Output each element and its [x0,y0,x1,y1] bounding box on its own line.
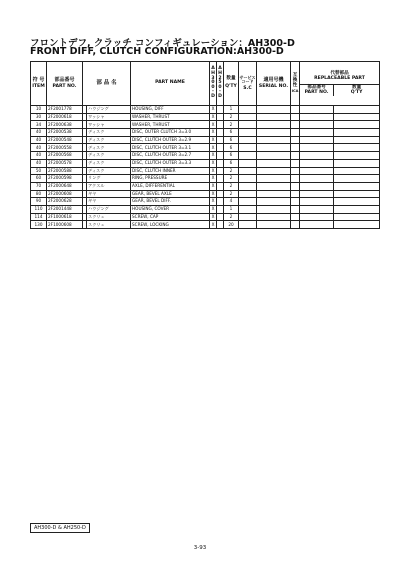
header-serial-jp: 適用号機 [263,76,284,83]
row-replace-qty [334,221,380,229]
row-model-a-flag: X [210,167,217,175]
row-interchange [291,144,300,152]
header-replace-partno-jp: 部品番号 [307,85,326,90]
header-interchange [291,62,300,106]
model-b-char: 2 [218,75,222,81]
row-quantity: 6 [224,159,239,167]
model-a-char: A [211,66,215,72]
row-model-b-flag [217,221,224,229]
row-part-number: 2F2001448 [47,205,83,213]
row-model-b-flag [217,144,224,152]
row-item-number: 40 [31,152,47,160]
row-service-code [239,106,257,114]
header-model-a [210,62,217,106]
header-serial [257,62,291,106]
row-interchange [291,113,300,121]
model-a-char: 3 [211,75,215,81]
row-interchange [291,221,300,229]
row-replace-part-no [300,152,334,160]
model-b-char: 0 [218,84,222,90]
row-serial-no [257,129,291,137]
row-name-english: RING, PRESSURE [131,175,210,183]
row-item-number: 110 [31,205,47,213]
table-row [31,198,380,206]
row-name-english: SCREW, CAP [131,213,210,221]
header-part-name [131,62,210,106]
row-item-number: 70 [31,182,47,190]
header-name-jp [83,62,131,106]
row-replace-part-no [300,167,334,175]
row-name-english: GEAR, BEVEL DIFF. [131,198,210,206]
row-interchange [291,205,300,213]
row-model-a-flag: X [210,136,217,144]
row-item-number: 40 [31,129,47,137]
row-quantity: 6 [224,152,239,160]
row-service-code [239,213,257,221]
row-part-number: 2F1000608 [47,221,83,229]
row-interchange [291,159,300,167]
row-replace-qty [334,136,380,144]
row-service-code [239,182,257,190]
row-name-japanese: ギヤ [87,198,131,206]
row-quantity: 1 [224,106,239,114]
row-replace-part-no [300,213,334,221]
row-item-number: 60 [31,175,47,183]
header-item-en: ITEM [32,83,45,89]
table-row [31,129,380,137]
row-model-a-flag: X [210,221,217,229]
row-name-japanese: ディスク [87,152,131,160]
row-quantity: 2 [224,167,239,175]
row-service-code [239,167,257,175]
row-model-a-flag: X [210,144,217,152]
row-replace-part-no [300,205,334,213]
header-sc-jp: サービス コード [239,74,256,84]
header-qty-jp: 数量 [226,76,236,82]
row-replace-qty [334,213,380,221]
row-name-japanese: ワッシャ [87,121,131,129]
row-model-a-flag: X [210,198,217,206]
row-replace-part-no [300,136,334,144]
row-part-number: 2F2000588 [47,167,83,175]
header-replace-qty-en: Q'TY [350,89,363,95]
row-quantity: 2 [224,190,239,198]
row-interchange [291,152,300,160]
row-quantity: 2 [224,182,239,190]
row-replace-part-no [300,144,334,152]
row-item-number: 50 [31,167,47,175]
row-model-b-flag [217,152,224,160]
row-serial-no [257,167,291,175]
row-item-number: 40 [31,144,47,152]
row-replace-qty [334,205,380,213]
row-model-b-flag [217,205,224,213]
row-name-japanese: ハウジング [87,205,131,213]
row-quantity: 2 [224,121,239,129]
row-name-japanese: ディスク [87,136,131,144]
table-row [31,205,380,213]
table-row [31,113,380,121]
header-replace-qty-jp: 数量 [351,85,362,90]
row-item-number: 40 [31,159,47,167]
row-name-english: GEAR, BEVEL AXLE [131,190,210,198]
row-part-number: 2F2000548 [47,136,83,144]
row-name-english: SCREW, LOCKING [131,221,210,229]
model-b-char: H [218,71,222,77]
row-replace-qty [334,159,380,167]
row-interchange [291,182,300,190]
row-item-number: 114 [31,213,47,221]
row-item-number: 130 [31,221,47,229]
row-replace-part-no [300,129,334,137]
model-b-char: - [219,89,221,95]
row-replace-qty [334,167,380,175]
row-replace-part-no [300,198,334,206]
row-replace-qty [334,106,380,114]
header-sc-en: S.C [243,85,252,91]
header-interchange-en: ICA [291,89,299,94]
row-name-english: DISC, CLUTCH OUTER 3=3.3 [131,159,210,167]
model-a-char: D [211,93,215,99]
row-replace-part-no [300,182,334,190]
row-service-code [239,121,257,129]
row-service-code [239,152,257,160]
model-a-char: 0 [211,84,215,90]
row-name-japanese: ギヤ [87,190,131,198]
row-item-number: 90 [31,198,47,206]
row-name-japanese: スクリュ [87,221,131,229]
row-name-japanese: アクスル [87,182,131,190]
row-model-a-flag: X [210,113,217,121]
row-service-code [239,129,257,137]
table-row [31,106,380,114]
header-model-b [217,62,224,106]
row-name-english: DISC, CLUTCH OUTER 3=2.9 [131,136,210,144]
row-serial-no [257,221,291,229]
row-service-code [239,159,257,167]
row-interchange [291,167,300,175]
row-serial-no [257,175,291,183]
header-part-no-en: PART NO. [52,83,77,89]
table-row [31,136,380,144]
row-interchange [291,198,300,206]
row-part-number: 2F2000578 [47,159,83,167]
row-name-japanese: リング [87,175,131,183]
row-name-japanese: ディスク [87,159,131,167]
row-model-b-flag [217,113,224,121]
model-b-char: 5 [218,80,222,86]
row-service-code [239,175,257,183]
row-model-b-flag [217,190,224,198]
page-title-japanese: フロントデフ, クラッチ コンフィギュレーション：AH300-D [30,38,295,49]
row-serial-no [257,121,291,129]
row-item-number: 10 [31,106,47,114]
row-serial-no [257,113,291,121]
header-replace-jp: 代替部品 [330,70,349,76]
row-name-english: DISC, CLUTCH OUTER 3=3.1 [131,144,210,152]
row-model-b-flag [217,182,224,190]
row-name-japanese: ディスク [87,129,131,137]
row-replace-qty [334,182,380,190]
header-replace-partno [300,85,334,96]
footer-model-label: AH300-D & AH250-D [30,523,90,533]
page-title-english: FRONT DIFF, CLUTCH CONFIGURATION:AH300-D [30,46,284,57]
table-row [31,167,380,175]
row-name-english: DISC, CLUTCH OUTER 3=2.7 [131,152,210,160]
row-model-b-flag [217,159,224,167]
row-part-number: 2F2000628 [47,198,83,206]
row-replace-part-no [300,113,334,121]
row-interchange [291,136,300,144]
row-name-english: DISC, CLUTCH INNER [131,167,210,175]
row-interchange [291,129,300,137]
row-part-number: 2F2000598 [47,175,83,183]
table-row [31,213,380,221]
row-model-a-flag: X [210,106,217,114]
header-item-jp: 符 号 [32,76,45,83]
model-b-char: D [218,93,222,99]
row-interchange [291,213,300,221]
header-serial-en: SERIAL NO. [258,83,289,89]
model-a-char: H [211,71,215,77]
row-replace-qty [334,144,380,152]
row-model-a-flag: X [210,213,217,221]
row-quantity: 2 [224,113,239,121]
row-quantity: 20 [224,221,239,229]
row-name-english: WASHER, THRUST [131,113,210,121]
row-service-code [239,144,257,152]
row-replace-part-no [300,159,334,167]
row-serial-no [257,136,291,144]
row-model-a-flag: X [210,182,217,190]
row-part-number: 2F1000618 [47,213,83,221]
row-replace-qty [334,175,380,183]
row-item-number: 34 [31,121,47,129]
row-replace-qty [334,190,380,198]
header-service-code [239,62,257,106]
header-part-no [47,62,83,106]
row-model-a-flag: X [210,205,217,213]
row-name-english: DISC, OUTER CLUTCH 3=3.0 [131,129,210,137]
row-serial-no [257,182,291,190]
row-model-a-flag: X [210,175,217,183]
row-part-number: 2F2000538 [47,129,83,137]
row-serial-no [257,159,291,167]
row-name-japanese: ハウジング [87,106,131,114]
row-replace-qty [334,198,380,206]
row-model-a-flag: X [210,121,217,129]
row-name-english: HOUSING, COVER [131,205,210,213]
row-model-b-flag [217,106,224,114]
row-item-number: 80 [31,190,47,198]
row-replace-part-no [300,221,334,229]
row-service-code [239,113,257,121]
row-model-b-flag [217,136,224,144]
row-name-japanese: ワッシャ [87,113,131,121]
row-part-number: 2F2000648 [47,182,83,190]
header-interchange-jp: 互換性 [292,73,298,89]
row-part-number: 2F2000558 [47,144,83,152]
table-row [31,221,380,229]
model-a-char: 0 [211,80,215,86]
row-replace-part-no [300,175,334,183]
row-part-number: 2F2001778 [47,106,83,114]
table-row [31,182,380,190]
header-replace-en: REPLACEABLE PART [314,76,365,82]
row-replace-qty [334,129,380,137]
row-quantity: 2 [224,175,239,183]
row-name-japanese: ディスク [87,144,131,152]
row-replace-qty [334,152,380,160]
table-row [31,152,380,160]
row-model-a-flag: X [210,129,217,137]
row-interchange [291,106,300,114]
row-replace-qty [334,113,380,121]
model-a-char: - [212,89,214,95]
row-name-english: AXLE, DIFFERENTIAL [131,182,210,190]
row-name-english: HOUSING, DIFF [131,106,210,114]
row-model-b-flag [217,121,224,129]
row-part-number: 2F2000638 [47,121,83,129]
row-service-code [239,136,257,144]
row-serial-no [257,213,291,221]
row-model-a-flag: X [210,152,217,160]
page-number: 3-93 [193,545,207,551]
header-part-name-text: PART NAME [155,80,185,86]
row-part-number: 2F2000618 [47,113,83,121]
table-row [31,175,380,183]
row-interchange [291,175,300,183]
row-part-number: 2F2000608 [47,190,83,198]
row-serial-no [257,198,291,206]
row-quantity: 6 [224,129,239,137]
row-name-japanese: スクリュ [87,213,131,221]
parts-table-header [31,62,380,106]
row-model-b-flag [217,213,224,221]
model-b-char: A [218,66,222,72]
table-row [31,144,380,152]
row-quantity: 1 [224,205,239,213]
row-serial-no [257,144,291,152]
row-model-b-flag [217,129,224,137]
parts-table [30,61,380,229]
row-model-a-flag: X [210,190,217,198]
table-row [31,159,380,167]
row-quantity: 6 [224,136,239,144]
row-replace-qty [334,121,380,129]
parts-table-body [31,106,380,229]
row-service-code [239,190,257,198]
row-service-code [239,205,257,213]
row-quantity: 6 [224,144,239,152]
header-item [31,62,47,106]
header-part-no-jp: 部品番号 [54,76,75,83]
row-serial-no [257,106,291,114]
header-name-jp-text: 部 品 名 [96,79,117,86]
table-row [31,190,380,198]
header-replace-partno-en: PART NO. [304,89,329,95]
row-name-english: WASHER, THRUST [131,121,210,129]
row-serial-no [257,190,291,198]
row-interchange [291,121,300,129]
row-quantity: 4 [224,198,239,206]
row-service-code [239,221,257,229]
row-item-number: 40 [31,136,47,144]
row-interchange [291,190,300,198]
row-quantity: 2 [224,213,239,221]
row-model-b-flag [217,167,224,175]
row-item-number: 30 [31,113,47,121]
header-replaceable [300,62,380,106]
row-model-a-flag: X [210,159,217,167]
row-part-number: 2F2000568 [47,152,83,160]
row-service-code [239,198,257,206]
row-name-japanese: ディスク [87,167,131,175]
header-qty-en: Q'TY [225,84,237,89]
row-model-b-flag [217,175,224,183]
row-model-b-flag [217,198,224,206]
header-replace-sub [300,84,379,96]
row-replace-part-no [300,106,334,114]
header-replace-qty [334,85,379,96]
row-serial-no [257,152,291,160]
row-serial-no [257,205,291,213]
row-replace-part-no [300,121,334,129]
header-qty [224,62,239,106]
row-replace-part-no [300,190,334,198]
table-row [31,121,380,129]
